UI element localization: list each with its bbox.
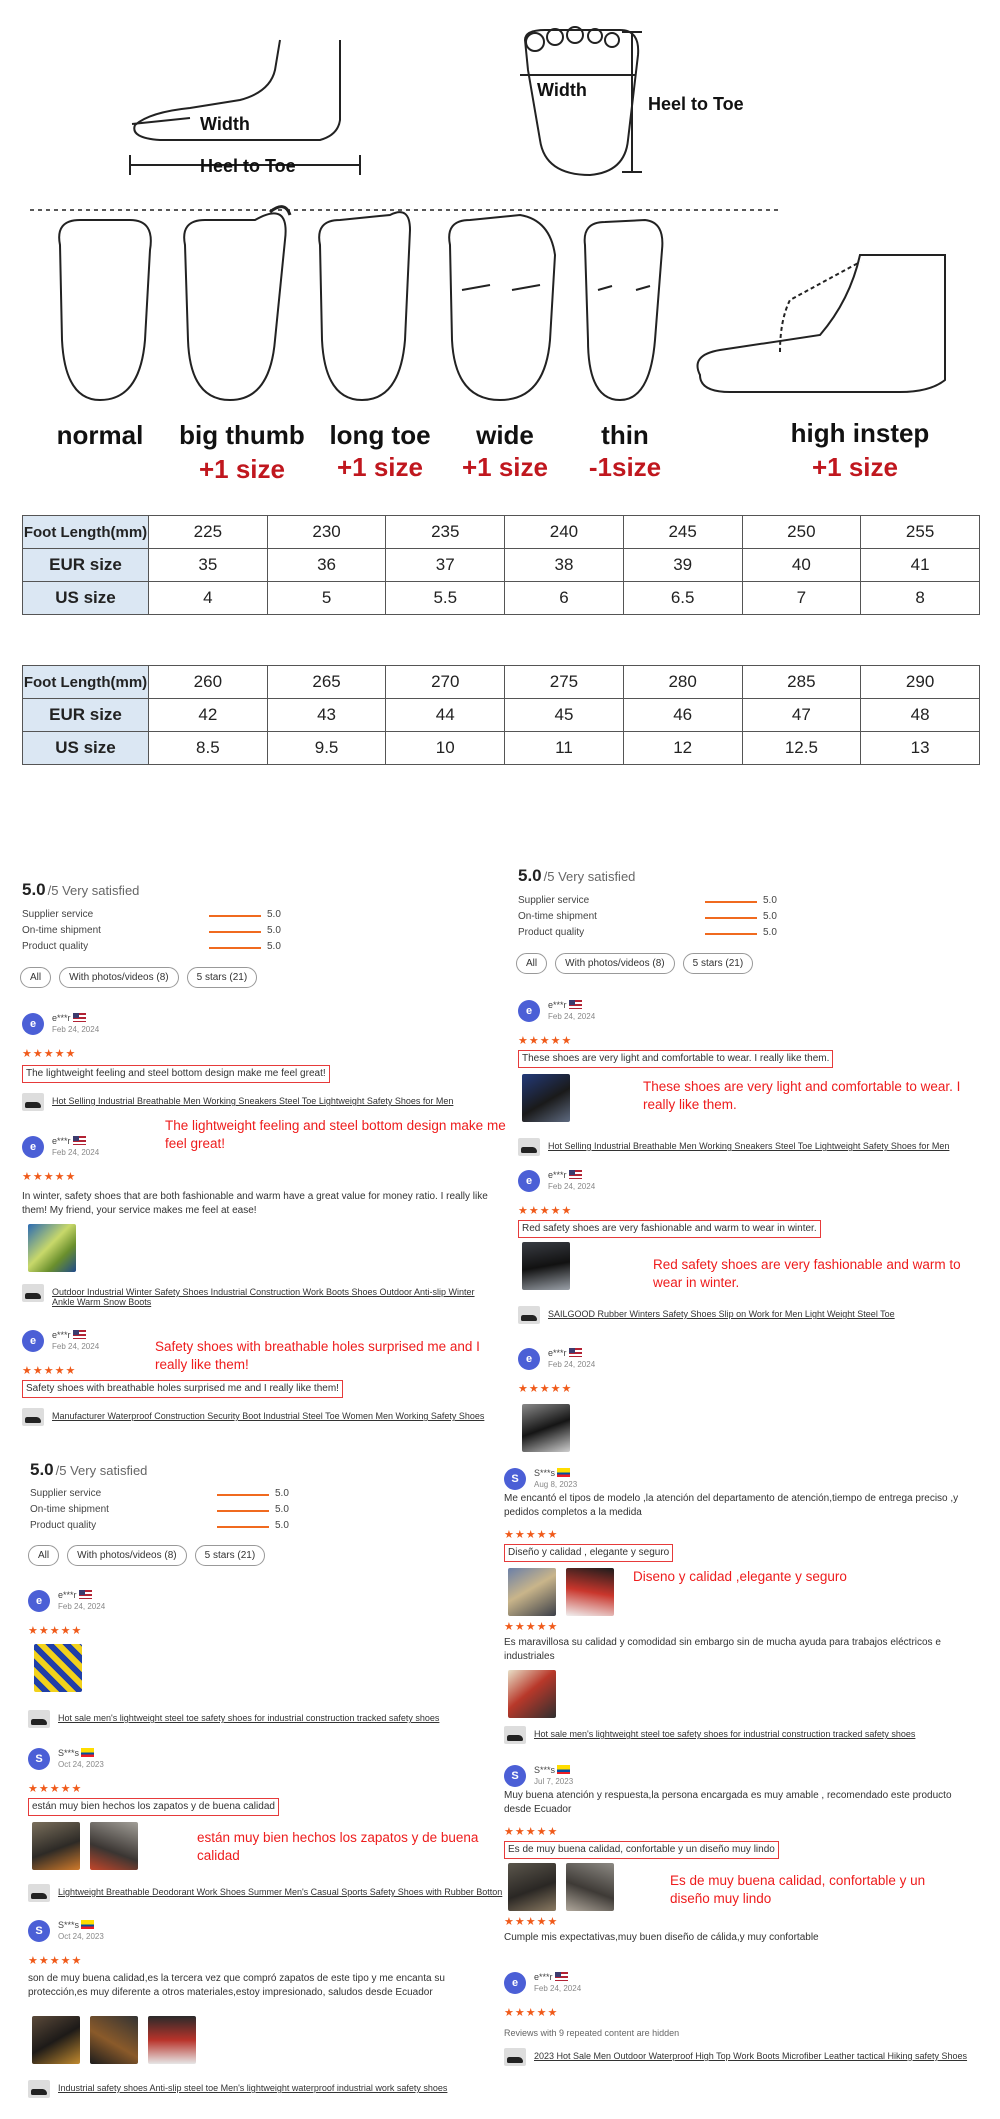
table-cell: 39 [623, 549, 742, 582]
review-card [28, 1590, 508, 1740]
product-link[interactable] [22, 1408, 502, 1428]
metric-bar [705, 917, 757, 919]
foot-type-high-instep: high instep [790, 418, 930, 448]
product-name[interactable]: 2023 Hot Sale Men Outdoor Waterproof High Top Work Boots Microfiber Leather tactical Hiking safety Shoes [534, 2051, 968, 2061]
metric-supplier-service: Supplier service 5.0 [518, 895, 777, 906]
table-cell: 270 [386, 666, 505, 699]
row-header: EUR size [23, 549, 149, 582]
row-header: Foot Length(mm) [23, 666, 149, 699]
product-name[interactable]: Hot sale men's lightweight steel toe safety shoes for industrial construction tracked safety shoes [534, 1729, 916, 1739]
table-cell: 12 [623, 732, 742, 765]
table-cell: 6.5 [623, 582, 742, 615]
us-flag-icon [569, 1348, 582, 1357]
reviewer-name: S***s [534, 1765, 556, 1775]
metric-bar [217, 1510, 269, 1512]
rating-suffix: /5 Very satisfied [47, 883, 140, 898]
review-date: Feb 24, 2024 [52, 1148, 100, 1157]
table-row [23, 699, 980, 732]
metric-on-time-shipment: On-time shipment 5.0 [518, 911, 777, 922]
sole-heel-to-toe-label: Heel to Toe [648, 94, 744, 114]
row-header: Foot Length(mm) [23, 516, 149, 549]
table-cell: 6 [505, 582, 624, 615]
product-name[interactable]: Hot Selling Industrial Breathable Men Working Sneakers Steel Toe Lightweight Safety Shoes for Men [52, 1096, 454, 1106]
product-link[interactable] [22, 1093, 502, 1113]
filter-5-stars[interactable]: 5 stars (21) [683, 953, 754, 974]
product-thumbnail [504, 2048, 526, 2066]
high-instep-size-note: +1 size [811, 452, 898, 482]
star-rating: ★★★★★ [22, 1171, 77, 1183]
review-photo[interactable] [90, 1822, 138, 1870]
table-cell: 5 [267, 582, 386, 615]
table-row [23, 732, 980, 765]
review-photo[interactable] [32, 1822, 80, 1870]
review-photo[interactable] [28, 1224, 76, 1272]
review-photo[interactable] [508, 1568, 556, 1616]
review-date: Feb 24, 2024 [548, 1012, 596, 1021]
review-card [28, 1920, 508, 2093]
rating-score: 5.0 [30, 1460, 54, 1479]
product-name[interactable]: Outdoor Industrial Winter Safety Shoes Industrial Construction Work Boots Shoes Outdoor Anti-slip Winter [52, 1287, 475, 1297]
review-text-3: Es maravillosa su calidad y comodidad sin embargo sin de mucha ayuda para trabajos eléctricos e industriales [504, 1637, 941, 1662]
heel-to-toe-label: Heel to Toe [200, 156, 296, 176]
table-cell: 285 [742, 666, 861, 699]
table-cell: 48 [861, 699, 980, 732]
star-rating: ★★★★★ [22, 1048, 77, 1060]
star-rating: ★★★★★ [504, 1826, 559, 1838]
reviewer-name: S***s [534, 1468, 556, 1478]
product-link[interactable] [518, 1138, 978, 1158]
star-rating: ★★★★★ [504, 1621, 559, 1633]
table-cell: 9.5 [267, 732, 386, 765]
product-link[interactable] [504, 1726, 984, 1746]
big-thumb-size-note: +1 size [198, 454, 285, 484]
avatar: S [28, 1748, 50, 1770]
table-cell: 45 [505, 699, 624, 732]
review-date: Oct 24, 2023 [58, 1760, 104, 1769]
foot-thin [585, 220, 663, 400]
reviewer-name: e***r [548, 1170, 567, 1180]
review-text-2: Diseño y calidad , elegante y seguro [504, 1544, 673, 1562]
size-table-1 [22, 515, 980, 615]
metric-bar [217, 1494, 269, 1496]
avatar: e [22, 1013, 44, 1035]
avatar: e [518, 1000, 540, 1022]
product-name[interactable]: SAILGOOD Rubber Winters Safety Shoes Slip on Work for Men Light Weight Steel Toe [548, 1309, 895, 1319]
foot-big-thumb [184, 213, 285, 400]
table-cell: 4 [149, 582, 268, 615]
avatar: S [504, 1765, 526, 1787]
table-cell: 7 [742, 582, 861, 615]
review-photo[interactable] [148, 2016, 196, 2064]
review-card [518, 1348, 978, 1458]
filter-5-stars[interactable]: 5 stars (21) [187, 967, 258, 988]
metric-product-quality: Product quality 5.0 [518, 927, 777, 938]
star-rating: ★★★★★ [28, 1625, 83, 1637]
review-card [518, 1170, 978, 1330]
star-rating: ★★★★★ [518, 1383, 573, 1395]
filter-all[interactable]: All [20, 967, 51, 988]
review-text: Red safety shoes are very fashionable and warm to wear in winter. [518, 1220, 821, 1238]
table-cell: 275 [505, 666, 624, 699]
table-cell: 43 [267, 699, 386, 732]
reviewer-name: e***r [52, 1330, 71, 1340]
avatar: e [28, 1590, 50, 1612]
filter-5-stars[interactable]: 5 stars (21) [195, 1545, 266, 1566]
review-card [22, 1013, 502, 1123]
row-header: US size [23, 582, 149, 615]
review-text: In winter, safety shoes that are both fashionable and warm have a great value for money ratio. I really like them! My friend, your service makes me feel at ease! [22, 1191, 488, 1216]
review-callout: Red safety shoes are very fashionable and warm to wear in winter. [653, 1257, 961, 1290]
star-rating: ★★★★★ [28, 1955, 83, 1967]
table-cell: 13 [861, 732, 980, 765]
table-cell: 47 [742, 699, 861, 732]
review-filters [516, 953, 753, 974]
filter-with-photos[interactable]: With photos/videos (8) [555, 953, 675, 974]
review-text: Me encantó el tipos de modelo ,la atención del departamento de atención,tiempo de entrega preciso ,y pedidos completos a la medida [504, 1493, 959, 1518]
foot-type-normal: normal [56, 420, 144, 450]
rating-suffix: /5 Very satisfied [55, 1463, 148, 1478]
review-photo[interactable] [566, 1863, 614, 1911]
foot-type-long-toe: long toe [329, 420, 431, 450]
table-cell: 260 [149, 666, 268, 699]
table-cell: 290 [861, 666, 980, 699]
table-cell: 10 [386, 732, 505, 765]
foot-long-toe [319, 212, 410, 400]
table-cell: 255 [861, 516, 980, 549]
review-photo[interactable] [566, 1568, 614, 1616]
review-callout: Diseno y calidad ,elegante y seguro [633, 1569, 847, 1584]
star-rating: ★★★★★ [518, 1035, 573, 1047]
long-toe-size-note: +1 size [336, 452, 423, 482]
review-callout: Safety shoes with breathable holes surprised me and I really like them! [155, 1339, 480, 1372]
filter-with-photos[interactable]: With photos/videos (8) [67, 1545, 187, 1566]
product-name[interactable]: Hot sale men's lightweight steel toe safety shoes for industrial construction tracked safety shoes [58, 1713, 440, 1723]
metric-product-quality: Product quality 5.0 [22, 941, 281, 952]
reviewer-name: e***r [52, 1136, 71, 1146]
table-cell: 38 [505, 549, 624, 582]
metric-bar [217, 1526, 269, 1528]
rating-summary [22, 880, 139, 900]
us-flag-icon [569, 1000, 582, 1009]
review-date: Aug 8, 2023 [534, 1480, 578, 1489]
product-link[interactable] [22, 1284, 502, 1307]
review-date: Feb 24, 2024 [548, 1182, 596, 1191]
foot-high-instep [698, 255, 946, 392]
rating-summary [30, 1460, 147, 1480]
product-thumbnail [518, 1306, 540, 1324]
rating-summary [518, 866, 635, 886]
review-callout: Es de muy buena calidad, confortable y un diseño muy lindo [670, 1873, 926, 1906]
product-thumbnail [22, 1093, 44, 1111]
table-cell: 46 [623, 699, 742, 732]
review-text: están muy bien hechos los zapatos y de buena calidad [28, 1798, 279, 1816]
thin-size-note: -1size [588, 452, 662, 482]
product-thumbnail [28, 1710, 50, 1728]
table-cell: 36 [267, 549, 386, 582]
reviewer-name: e***r [548, 1348, 567, 1358]
review-card [504, 1765, 984, 1945]
avatar: e [518, 1348, 540, 1370]
table-cell: 5.5 [386, 582, 505, 615]
review-date: Jul 7, 2023 [534, 1777, 574, 1786]
table-cell: 225 [149, 516, 268, 549]
table-cell: 250 [742, 516, 861, 549]
star-rating: ★★★★★ [504, 2007, 559, 2019]
table-cell: 230 [267, 516, 386, 549]
foot-type-thin: thin [601, 420, 649, 450]
table-cell: 245 [623, 516, 742, 549]
sole-width-label: Width [537, 80, 587, 100]
table-row [23, 666, 980, 699]
review-photo[interactable] [508, 1863, 556, 1911]
product-name[interactable]: Industrial safety shoes Anti-slip steel toe Men's lightweight waterproof industrial work safety shoes [58, 2083, 448, 2093]
review-card [22, 1136, 502, 1326]
rating-score: 5.0 [22, 880, 46, 899]
review-text: son de muy buena calidad,es la tercera vez que compró zapatos de este tipo y me encanta su protección,es muy diferente a otros materiales,estoy impresionado, saludos desde Ecuador [28, 1973, 445, 1998]
hidden-reviews-note[interactable]: Reviews with 9 repeated content are hidden [504, 2028, 680, 2038]
table-cell: 37 [386, 549, 505, 582]
product-link[interactable] [28, 2080, 508, 2100]
table-cell: 41 [861, 549, 980, 582]
us-flag-icon [73, 1136, 86, 1145]
foot-type-big-thumb: big thumb [179, 420, 305, 450]
table-cell: 265 [267, 666, 386, 699]
table-cell: 42 [149, 699, 268, 732]
metric-bar [705, 901, 757, 903]
foot-normal [59, 220, 151, 400]
table-cell: 44 [386, 699, 505, 732]
review-callout: están muy bien hechos los zapatos y de buena calidad [197, 1830, 479, 1863]
table-cell: 8.5 [149, 732, 268, 765]
product-thumbnail [518, 1138, 540, 1156]
star-rating: ★★★★★ [28, 1783, 83, 1795]
product-thumbnail [22, 1408, 44, 1426]
table-cell: 11 [505, 732, 624, 765]
filter-all[interactable]: All [516, 953, 547, 974]
foot-wide [449, 215, 555, 400]
review-date: Feb 24, 2024 [58, 1602, 106, 1611]
filter-all[interactable]: All [28, 1545, 59, 1566]
filter-with-photos[interactable]: With photos/videos (8) [59, 967, 179, 988]
review-filters [20, 967, 257, 988]
review-callout: These shoes are very light and comfortable to wear. I really like them. [643, 1079, 961, 1112]
review-photo[interactable] [522, 1404, 570, 1452]
width-label: Width [200, 114, 250, 134]
metric-on-time-shipment: On-time shipment 5.0 [30, 1504, 289, 1515]
review-card [504, 1972, 984, 2072]
review-text: These shoes are very light and comfortable to wear. I really like them. [518, 1050, 833, 1068]
star-rating: ★★★★★ [504, 1529, 559, 1541]
review-photo[interactable] [508, 1670, 556, 1718]
us-flag-icon [555, 1972, 568, 1981]
table-cell: 40 [742, 549, 861, 582]
review-date: Feb 24, 2024 [52, 1342, 100, 1351]
product-name[interactable]: Manufacturer Waterproof Construction Security Boot Industrial Steel Toe Women Men Working Safety Shoes [52, 1411, 485, 1421]
product-link[interactable] [28, 1884, 508, 1904]
reviewer-name: S***s [58, 1748, 80, 1758]
reviewer-name: S***s [58, 1920, 80, 1930]
us-flag-icon [569, 1170, 582, 1179]
rating-score: 5.0 [518, 866, 542, 885]
avatar: e [518, 1170, 540, 1192]
metric-supplier-service: Supplier service 5.0 [22, 909, 281, 920]
table-row [23, 549, 980, 582]
table-row [23, 516, 980, 549]
metric-bar [209, 915, 261, 917]
table-cell: 12.5 [742, 732, 861, 765]
review-text: Muy buena atención y respuesta,la persona encargada es muy amable , recomendado este producto desde Ecuador [504, 1790, 952, 1815]
avatar: e [22, 1330, 44, 1352]
review-photo[interactable] [90, 2016, 138, 2064]
metric-bar [209, 931, 261, 933]
star-rating: ★★★★★ [518, 1205, 573, 1217]
rating-suffix: /5 Very satisfied [543, 869, 636, 884]
review-text: The lightweight feeling and steel bottom design make me feel great! [22, 1065, 330, 1083]
review-photo[interactable] [522, 1074, 570, 1122]
product-thumbnail [28, 2080, 50, 2098]
size-table-2 [22, 665, 980, 765]
product-name-line-2[interactable]: Ankle Warm Snow Boots [52, 1297, 152, 1307]
row-header: EUR size [23, 699, 149, 732]
metric-bar [705, 933, 757, 935]
product-link[interactable] [504, 2048, 984, 2068]
product-link[interactable] [518, 1306, 978, 1326]
ecuador-flag-icon [81, 1748, 94, 1757]
table-row [23, 582, 980, 615]
ecuador-flag-icon [557, 1765, 570, 1774]
review-date: Feb 24, 2024 [548, 1360, 596, 1369]
reviewer-name: e***r [548, 1000, 567, 1010]
product-name[interactable]: Hot Selling Industrial Breathable Men Working Sneakers Steel Toe Lightweight Safety Shoes for Men [548, 1141, 950, 1151]
avatar: S [504, 1468, 526, 1490]
review-card [504, 1468, 984, 1758]
product-thumbnail [22, 1284, 44, 1302]
product-thumbnail [28, 1884, 50, 1902]
star-rating: ★★★★★ [22, 1365, 77, 1377]
reviewer-name: e***r [534, 1972, 553, 1982]
avatar: S [28, 1920, 50, 1942]
table-cell: 280 [623, 666, 742, 699]
wide-size-note: +1 size [461, 452, 548, 482]
us-flag-icon [73, 1013, 86, 1022]
review-photo[interactable] [32, 2016, 80, 2064]
table-cell: 240 [505, 516, 624, 549]
us-flag-icon [73, 1330, 86, 1339]
review-photo[interactable] [34, 1644, 82, 1692]
ecuador-flag-icon [557, 1468, 570, 1477]
table-cell: 235 [386, 516, 505, 549]
ecuador-flag-icon [81, 1920, 94, 1929]
avatar: e [504, 1972, 526, 1994]
us-flag-icon [79, 1590, 92, 1599]
review-text-2: Es de muy buena calidad, confortable y un diseño muy lindo [504, 1841, 779, 1859]
product-name[interactable]: Lightweight Breathable Deodorant Work Shoes Summer Men's Casual Sports Safety Shoes with Rubber Botton [58, 1887, 503, 1897]
review-photo[interactable] [522, 1242, 570, 1290]
metric-product-quality: Product quality 5.0 [30, 1520, 289, 1531]
review-date: Oct 24, 2023 [58, 1932, 104, 1941]
review-date: Feb 24, 2024 [534, 1984, 582, 1993]
foot-measurement-guide [0, 0, 1000, 500]
table-cell: 35 [149, 549, 268, 582]
sole-outline [525, 30, 638, 175]
metric-supplier-service: Supplier service 5.0 [30, 1488, 289, 1499]
star-rating: ★★★★★ [504, 1916, 559, 1928]
review-filters [28, 1545, 265, 1566]
row-header: US size [23, 732, 149, 765]
avatar: e [22, 1136, 44, 1158]
metric-bar [209, 947, 261, 949]
foot-type-wide: wide [476, 420, 534, 450]
product-link[interactable] [28, 1710, 508, 1730]
metric-on-time-shipment: On-time shipment 5.0 [22, 925, 281, 936]
reviewer-name: e***r [58, 1590, 77, 1600]
review-text-3: Cumple mis expectativas,muy buen diseño de cálida,y muy confortable [504, 1932, 819, 1943]
review-date: Feb 24, 2024 [52, 1025, 100, 1034]
table-cell: 8 [861, 582, 980, 615]
review-text: Safety shoes with breathable holes surprised me and I really like them! [22, 1380, 343, 1398]
product-thumbnail [504, 1726, 526, 1744]
reviewer-name: e***r [52, 1013, 71, 1023]
review-callout: The lightweight feeling and steel bottom design make me feel great! [165, 1118, 506, 1151]
